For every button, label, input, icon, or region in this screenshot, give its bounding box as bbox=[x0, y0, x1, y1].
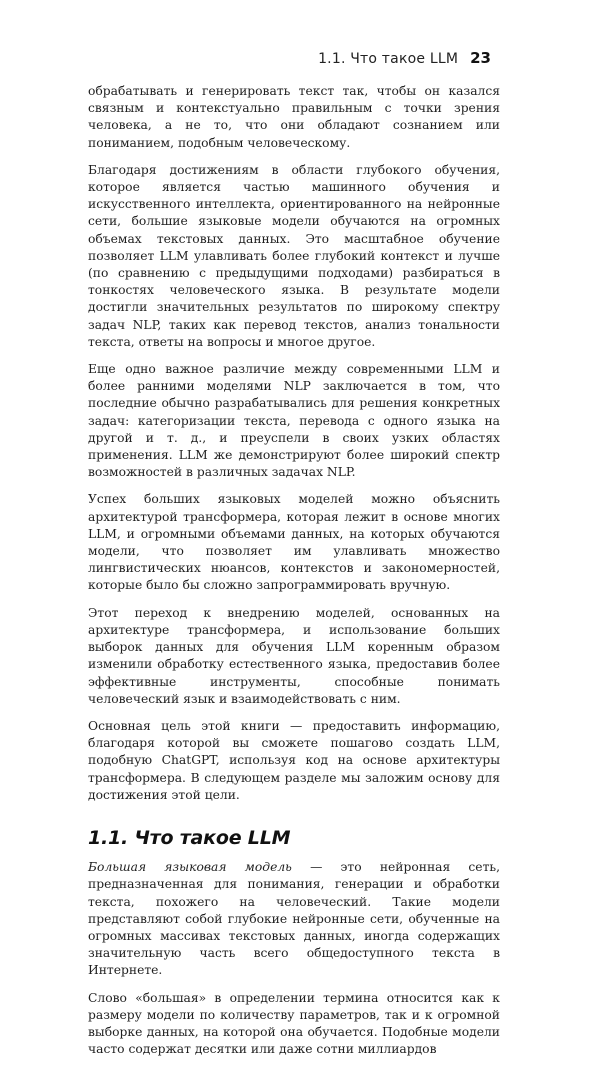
defined-term: Большая языковая модель bbox=[88, 860, 292, 875]
paragraph-section-2: Слово «большая» в определении термина относится как к размеру модели по количеству параметров, так и к огромной выборке данных, на которой она обучается. Подобные модели часто содержат десятки или даже сотни миллиардов bbox=[88, 990, 500, 1057]
paragraph-3: Еще одно важное различие между современными LLM и более ранними моделями NLP заключается в том, что последние обычно разрабатывались для решения конкретных задач: категоризации текста, перевода с одного языка на другой и т. д., и преуспели в своих узких областях применения. LLM же демонстрируют более широкий спектр возможностей в различных задачах NLP. bbox=[88, 362, 500, 480]
paragraph-5: Этот переход к внедрению моделей, основанных на архитектуре трансформера, и использование больших выборок данных для обучения LLM коренным образом изменили обработку естественного языка, предоставив более эффективные инструменты, способные понимать человеческий язык и взаимодействовать с ним. bbox=[88, 605, 500, 706]
definition-paragraph bbox=[88, 859, 500, 979]
paragraph-4: Успех больших языковых моделей можно объяснить архитектурой трансформера, которая лежит в основе многих LLM, и огромными объемами данных, на которых обучаются модели, что позволяет им улавливать множество лингвистических нюансов, контекстов и закономерностей, которые было бы сложно запрограммировать вручную. bbox=[88, 492, 500, 593]
body-text bbox=[88, 83, 500, 1068]
running-title: 1.1. Что такое LLM bbox=[318, 51, 459, 67]
paragraph-1: обрабатывать и генерировать текст так, чтобы он казался связным и контекстуально правильным с точки зрения человека, а не то, что они обладают сознанием или пониманием, подобным человеческому. bbox=[88, 84, 500, 150]
running-head bbox=[318, 49, 491, 67]
definition-text: — это нейронная сеть, предназначенная для понимания, генерации и обработки текста, похожего на человеческий. Такие модели представляют собой глубокие нейронные сети, обученные на огромных массивах текстовых данных, иногда содержащих значительную часть всего общедоступного текста в Интернете. bbox=[88, 860, 500, 978]
page-number: 23 bbox=[470, 49, 491, 67]
paragraph-6: Основная цель этой книги — предоставить информацию, благодаря которой вы сможете пошагово создать LLM, подобную ChatGPT, используя код на основе архитектуры трансформера. В следующем разделе мы заложим основу для достижения этой цели. bbox=[88, 718, 500, 802]
paragraph-2: Благодаря достижениям в области глубокого обучения, которое является частью машинного обучения и искусственного интеллекта, ориентированного на нейронные сети, большие языковые модели обучаются на огромных объемах текстовых данных. Это масштабное обучение позволяет LLM улавливать более глубокий контекст и лучше (по сравнению с предыдущими подходами) разбираться в тонкостях человеческого языка. В результате модели достигли значительных результатов по широкому спектру задач NLP, таких как перевод текстов, анализ тональности текста, ответы на вопросы и многое другое. bbox=[88, 162, 500, 349]
section-heading: 1.1. Что такое LLM bbox=[88, 826, 291, 849]
